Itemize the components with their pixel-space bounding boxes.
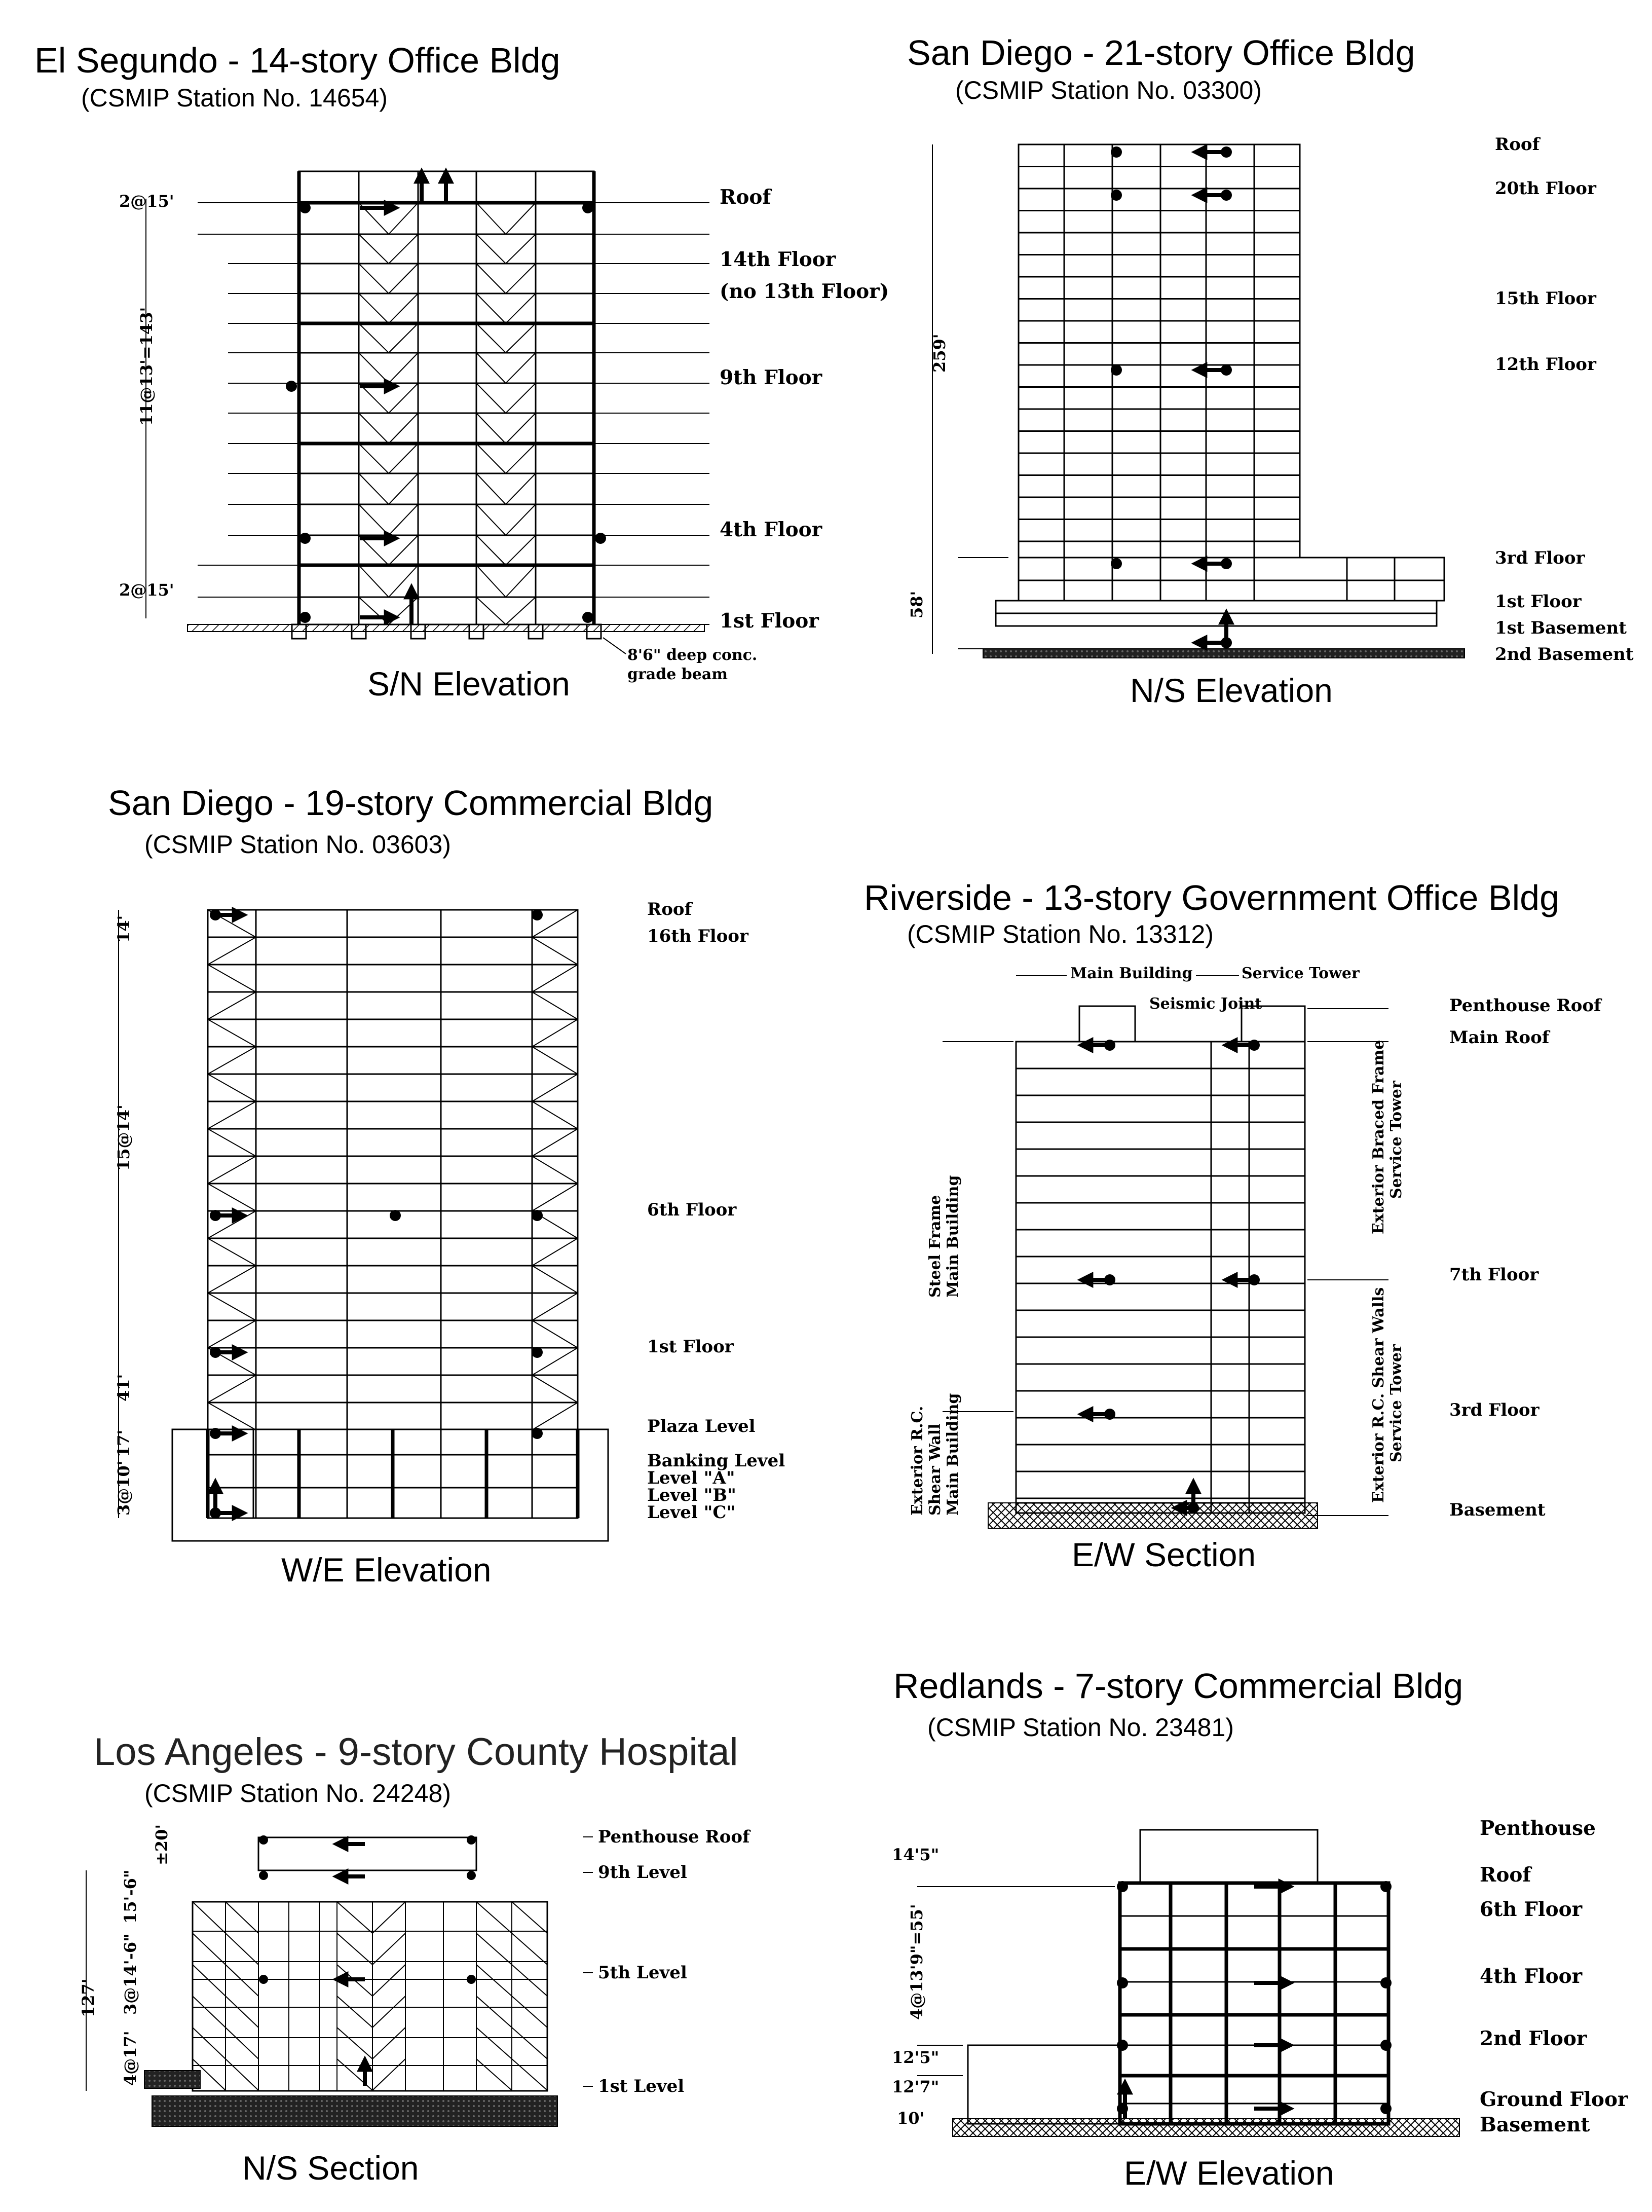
dimension-label: 12'5": [892, 2048, 940, 2067]
view-caption: W/E Elevation: [281, 1551, 492, 1589]
sensor-dot: [532, 1347, 543, 1358]
sensor-dot: [532, 1428, 543, 1439]
frame-line: [532, 1047, 578, 1074]
frame-line: [359, 323, 389, 353]
frame-line: [359, 444, 389, 473]
frame-line: [372, 2059, 405, 2090]
dimension-label: 259': [930, 334, 949, 373]
station-number: (CSMIP Station No. 03603): [144, 830, 451, 859]
frame-line: [208, 992, 256, 1019]
dimension-label: 127': [79, 1978, 98, 2017]
sensor-dot: [259, 1871, 268, 1880]
frame-line: [506, 504, 536, 535]
frame-line: [1120, 1883, 1388, 2124]
level-label: Penthouse Roof: [1449, 996, 1601, 1016]
level-label: 1st Level: [598, 2076, 685, 2096]
level-label: 1st Floor: [720, 609, 819, 633]
sensor-dot: [1111, 364, 1122, 376]
frame-line: [532, 1238, 578, 1266]
sensor-dot: [286, 381, 297, 392]
frame-line: [506, 535, 536, 565]
level-label: Penthouse: [1480, 1817, 1596, 1840]
side-label: Service Tower: [1387, 1344, 1405, 1462]
frame-line: [532, 1101, 578, 1129]
level-label: 5th Level: [598, 1963, 687, 1983]
sensor-dot: [1380, 1977, 1392, 1988]
level-label: 3rd Floor: [1495, 548, 1585, 568]
frame-line: [389, 413, 418, 444]
dimension-label: 15'-6": [121, 1869, 140, 1924]
frame-line: [512, 1996, 547, 2027]
frame-line: [476, 293, 506, 323]
sensor-dot: [299, 612, 311, 623]
building-frame: [172, 909, 608, 1541]
frame-line: [226, 2027, 258, 2059]
frame-line: [532, 937, 578, 965]
frame-line: [532, 992, 578, 1019]
frame-line: [337, 1933, 372, 1965]
frame-line: [476, 203, 506, 234]
frame-line: [506, 413, 536, 444]
level-label: Roof: [720, 186, 771, 209]
frame-line: [476, 473, 506, 504]
frame-line: [337, 1902, 372, 1933]
dimension-label: 3@10': [114, 1460, 133, 1516]
level-label: Level "B": [647, 1485, 736, 1505]
frame-line: [1140, 1830, 1318, 1883]
note-label: 8'6" deep conc.: [627, 646, 758, 664]
frame-line: [532, 1320, 578, 1348]
frame-line: [193, 1902, 226, 1933]
frame-line: [208, 1320, 256, 1348]
side-label: Exterior R.C. Shear Walls: [1370, 1287, 1387, 1503]
level-label: Roof: [1480, 1863, 1531, 1887]
sensor-dot: [1111, 146, 1122, 158]
frame-line: [359, 264, 389, 293]
frame-line: [208, 937, 256, 965]
sensor-dot: [259, 1835, 268, 1845]
frame-line: [372, 1933, 405, 1965]
frame-line: [208, 1375, 256, 1403]
panel-title: Riverside - 13-story Government Office Bldg: [864, 878, 1560, 917]
frame-line: [506, 353, 536, 383]
frame-line: [506, 383, 536, 413]
frame-line: [193, 2027, 226, 2059]
sensor-dot: [467, 1871, 476, 1880]
frame-line: [208, 965, 256, 992]
ground: [983, 649, 1465, 658]
level-label: 4th Floor: [720, 518, 822, 541]
frame-line: [532, 1019, 578, 1047]
panel-title: Redlands - 7-story Commercial Bldg: [893, 1666, 1463, 1706]
frame-line: [1016, 1042, 1305, 1513]
dimension-label: 14': [114, 915, 133, 943]
station-number: (CSMIP Station No. 24248): [144, 1779, 451, 1808]
level-label: 9th Floor: [720, 366, 822, 389]
level-label: (no 13th Floor): [720, 280, 889, 303]
panel-title: San Diego - 21-story Office Bldg: [907, 33, 1415, 72]
level-label: 1st Floor: [647, 1337, 734, 1357]
ground: [953, 2119, 1459, 2136]
frame-line: [1079, 1006, 1135, 1042]
frame-line: [476, 353, 506, 383]
panel-el-segundo: [34, 41, 889, 703]
frame-line: [476, 2027, 512, 2059]
level-label: Penthouse Roof: [598, 1827, 750, 1847]
frame-line: [337, 2059, 372, 2090]
sensor-dot: [1380, 1881, 1392, 1892]
frame-line: [476, 413, 506, 444]
frame-line: [512, 1933, 547, 1965]
frame-line: [258, 1837, 476, 1870]
building-frame: [917, 1830, 1459, 2136]
sensor-dot: [390, 1210, 401, 1221]
frame-line: [532, 1156, 578, 1184]
level-label: Level "A": [647, 1468, 735, 1488]
frame-line: [476, 234, 506, 264]
frame-line: [512, 1902, 547, 1933]
station-number: (CSMIP Station No. 14654): [81, 84, 388, 112]
dimension-label: 12'7": [892, 2077, 940, 2096]
frame-line: [389, 293, 418, 323]
frame-line: [389, 264, 418, 293]
station-number: (CSMIP Station No. 23481): [927, 1713, 1234, 1742]
sensor-dot: [467, 1975, 476, 1984]
level-label: Banking Level: [647, 1451, 785, 1471]
view-caption: S/N Elevation: [367, 665, 570, 703]
frame-line: [506, 234, 536, 264]
frame-line: [512, 2059, 547, 2090]
frame-line: [476, 1965, 512, 1996]
sensor-dot: [595, 533, 606, 544]
frame-line: [532, 1266, 578, 1293]
level-label: 1st Floor: [1495, 592, 1582, 612]
building-frame: [187, 171, 709, 639]
view-caption: E/W Section: [1072, 1536, 1256, 1573]
frame-line: [506, 444, 536, 473]
frame-line: [226, 1902, 258, 1933]
panel-los-angeles-9-story: [79, 1730, 751, 2187]
note-label: grade beam: [627, 666, 728, 683]
sensor-dot: [1111, 190, 1122, 201]
frame-line: [359, 293, 389, 323]
side-label: Exterior Braced Frame: [1370, 1040, 1387, 1234]
frame-line: [337, 1996, 372, 2027]
dimension-label: 15@14': [114, 1104, 133, 1171]
frame-line: [389, 473, 418, 504]
panel-san-diego-21-story: [907, 33, 1634, 709]
frame-line: [476, 565, 506, 597]
panel-title: Los Angeles - 9-story County Hospital: [94, 1730, 738, 1774]
frame-line: [359, 413, 389, 444]
top-label: Main Building: [1070, 965, 1193, 982]
frame-line: [208, 1047, 256, 1074]
view-caption: E/W Elevation: [1124, 2154, 1334, 2192]
view-caption: N/S Section: [242, 2149, 419, 2187]
frame-line: [359, 565, 389, 597]
frame-line: [506, 293, 536, 323]
sensor-dot: [532, 1210, 543, 1221]
frame-line: [372, 1965, 405, 1996]
sensor-dot: [582, 202, 593, 213]
dimension-label: 14'5": [892, 1845, 940, 1864]
side-label: Service Tower: [1387, 1081, 1405, 1199]
frame-line: [226, 1933, 258, 1965]
frame-line: [208, 1019, 256, 1047]
ground: [144, 2071, 200, 2088]
frame-line: [359, 353, 389, 383]
frame-line: [359, 234, 389, 264]
frame-line: [337, 2027, 372, 2059]
frame-line: [476, 1933, 512, 1965]
sensor-dot: [299, 533, 311, 544]
building-frame: [943, 1006, 1388, 1528]
side-label: Main Building: [944, 1175, 962, 1298]
frame-line: [476, 1902, 512, 1933]
frame-line: [506, 597, 536, 624]
building-frame: [144, 1835, 557, 2126]
level-label: 2nd Basement: [1495, 644, 1634, 665]
panel-title: El Segundo - 14-story Office Bldg: [34, 41, 560, 80]
frame-line: [389, 565, 418, 597]
frame-line: [506, 323, 536, 353]
frame-line: [372, 1902, 405, 1933]
frame-line: [208, 1184, 256, 1211]
frame-line: [532, 1403, 578, 1430]
dimension-label: ±20': [152, 1824, 171, 1865]
ground: [152, 2096, 557, 2126]
level-label: Roof: [647, 899, 692, 919]
frame-line: [1019, 144, 1300, 558]
frame-line: [372, 2027, 405, 2059]
dimension-label: 11@13'=143': [137, 307, 156, 426]
panel-title: San Diego - 19-story Commercial Bldg: [108, 783, 714, 823]
top-label: Service Tower: [1242, 965, 1360, 982]
sensor-dot: [467, 1835, 476, 1845]
level-label: 1st Basement: [1495, 618, 1627, 638]
frame-line: [172, 1429, 608, 1541]
frame-line: [532, 1375, 578, 1403]
frame-line: [532, 1293, 578, 1320]
level-label: 15th Floor: [1495, 288, 1596, 309]
frame-line: [476, 535, 506, 565]
frame-line: [226, 1965, 258, 1996]
frame-line: [389, 323, 418, 353]
dimension-label: 10': [897, 2109, 925, 2128]
frame-line: [389, 504, 418, 535]
frame-line: [389, 234, 418, 264]
dimension-label: 41': [114, 1374, 133, 1402]
level-label: Basement: [1449, 1500, 1546, 1520]
frame-line: [226, 2059, 258, 2090]
side-label: Main Building: [944, 1393, 962, 1516]
level-label: 9th Level: [598, 1862, 687, 1883]
frame-line: [506, 565, 536, 597]
frame-line: [208, 1266, 256, 1293]
frame-line: [512, 2027, 547, 2059]
panel-riverside-13-story: [864, 878, 1602, 1573]
top-label: Seismic Joint: [1149, 995, 1262, 1013]
dimension-label: 17': [114, 1429, 133, 1457]
frame-line: [208, 1403, 256, 1430]
station-number: (CSMIP Station No. 13312): [907, 920, 1214, 948]
level-label: 6th Floor: [1480, 1898, 1583, 1921]
level-label: Level "C": [647, 1502, 736, 1523]
sensor-dot: [532, 909, 543, 920]
panel-san-diego-19-story: [108, 783, 785, 1589]
frame-line: [389, 444, 418, 473]
frame-line: [389, 353, 418, 383]
side-label: Shear Wall: [926, 1423, 944, 1516]
frame-line: [476, 597, 506, 624]
level-label: Roof: [1495, 134, 1540, 155]
level-label: 6th Floor: [647, 1200, 737, 1220]
level-label: 4th Floor: [1480, 1965, 1583, 1988]
frame-line: [193, 1933, 226, 1965]
dimension-label: 2@15': [119, 192, 174, 211]
ground: [187, 624, 704, 632]
frame-line: [476, 444, 506, 473]
frame-line: [506, 264, 536, 293]
frame-line: [389, 597, 418, 624]
frame-line: [476, 383, 506, 413]
frame-line: [372, 1996, 405, 2027]
frame-line: [208, 1293, 256, 1320]
frame-line: [476, 323, 506, 353]
sensor-dot: [299, 202, 311, 213]
side-label: Exterior R.C.: [909, 1406, 926, 1516]
panel-redlands-7-story: [892, 1666, 1628, 2192]
frame-line: [532, 1129, 578, 1156]
frame-line: [512, 1965, 547, 1996]
sensor-dot: [1111, 558, 1122, 569]
ground: [988, 1503, 1318, 1528]
station-number: (CSMIP Station No. 03300): [955, 76, 1262, 104]
frame-line: [532, 1074, 578, 1101]
frame-line: [506, 203, 536, 234]
dimension-label: 58': [907, 591, 926, 618]
frame-line: [359, 473, 389, 504]
frame-line: [968, 2045, 1120, 2124]
frame-line: [359, 597, 389, 624]
level-label: 20th Floor: [1495, 178, 1596, 199]
frame-line: [476, 264, 506, 293]
sensor-dot: [1380, 2103, 1392, 2114]
level-label: Plaza Level: [647, 1416, 756, 1436]
frame-line: [208, 1156, 256, 1184]
frame-line: [476, 504, 506, 535]
sensor-dot: [259, 1975, 268, 1984]
frame-line: [532, 1184, 578, 1211]
dimension-label: 3@14'-6": [121, 1933, 140, 2015]
frame-line: [193, 1965, 226, 1996]
dimension-label: 4@13'9"=55': [907, 1904, 926, 2020]
level-label: Ground Floor: [1480, 2088, 1628, 2111]
sensor-dot: [582, 612, 593, 623]
dimension-label: 4@17': [121, 2031, 140, 2086]
level-label: Main Roof: [1449, 1027, 1550, 1048]
dimension-label: 2@15': [119, 580, 174, 600]
sensor-dot: [1380, 2040, 1392, 2051]
frame-line: [359, 504, 389, 535]
frame-line: [226, 1996, 258, 2027]
frame-line: [476, 2059, 512, 2090]
building-frame: [958, 144, 1465, 658]
frame-line: [506, 473, 536, 504]
sensor-dot: [1117, 1977, 1128, 1988]
frame-line: [193, 1996, 226, 2027]
sensor-dot: [1117, 1881, 1128, 1892]
side-label: Steel Frame: [926, 1195, 944, 1298]
level-label: 7th Floor: [1449, 1265, 1539, 1285]
frame-line: [208, 1101, 256, 1129]
level-label: Basement: [1480, 2113, 1590, 2136]
frame-line: [208, 1238, 256, 1266]
level-label: 2nd Floor: [1480, 2027, 1587, 2050]
frame-line: [476, 1996, 512, 2027]
level-label: 16th Floor: [647, 926, 748, 946]
sensor-dot: [1117, 2040, 1128, 2051]
level-label: 14th Floor: [720, 248, 836, 271]
frame-line: [532, 965, 578, 992]
frame-line: [208, 1074, 256, 1101]
frame-line: [193, 1902, 547, 2091]
level-label: 12th Floor: [1495, 354, 1596, 375]
level-label: 3rd Floor: [1449, 1400, 1540, 1420]
frame-line: [208, 1129, 256, 1156]
view-caption: N/S Elevation: [1130, 672, 1333, 709]
